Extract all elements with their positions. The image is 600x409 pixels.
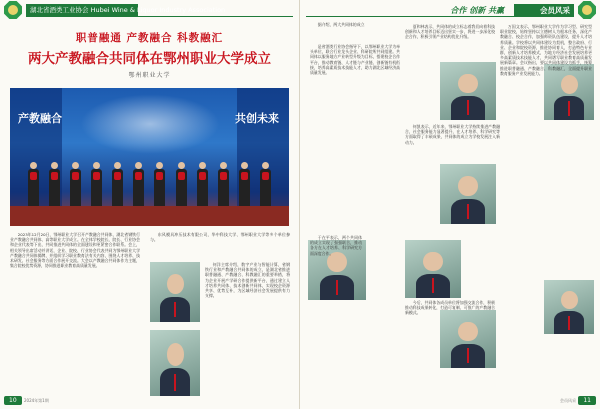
- person: [260, 162, 271, 206]
- article-title: 两大产教融合共同体在鄂州职业大学成立: [28, 51, 271, 67]
- speaker-photo-7: [405, 240, 461, 298]
- right-page-number: 11: [578, 396, 596, 405]
- article-column-2: 东风模具冲压技术有限公司，华中科技大学、鄂州职业大学等多个单位参与。: [150, 232, 290, 243]
- association-badge-icon: [578, 1, 596, 19]
- people-row: [28, 158, 271, 206]
- section-slogan: 合作 创新 共赢: [450, 6, 504, 15]
- association-badge-icon: [4, 1, 22, 19]
- right-page: [300, 0, 600, 409]
- stage: [10, 206, 289, 226]
- person: [49, 162, 60, 206]
- person: [176, 162, 187, 206]
- person: [218, 162, 229, 206]
- person: [197, 162, 208, 206]
- left-page-header: [0, 0, 299, 22]
- person: [112, 162, 123, 206]
- section-stamp: 会员风采: [560, 398, 576, 403]
- header-rule: [306, 16, 574, 17]
- article-column-4: 何凯表示，近年来，鄂州职业大学持续推进产教融合，社会服务能力显著提升，在人才培养、科学研究等方面取得了丰硕成果，共同体的成立为学校发展注入新动力。: [405, 124, 500, 145]
- speaker-photo-2: [150, 330, 200, 396]
- stage-light: [80, 94, 220, 154]
- right-page-header: [300, 0, 600, 22]
- article-kicker: 职普融通 产教融合 科教融汇: [75, 32, 224, 44]
- section-title: 会员风采: [540, 6, 570, 15]
- person: [133, 162, 144, 206]
- article-column-3: 何洋主席介绍，数字产业与智能计算，省钢铁行业和产教融合共同体的成立，是湖北省推进职普融通、产教融合、科教融汇的重要举措，将为企业开展产学研合作提供新平台，通过建立人才培养共同体、技术创新共同体，实现校企资源共享、优势互补，为区域经济社会发展提供有力支撑。: [205, 262, 290, 299]
- left-page-number: 10: [4, 396, 22, 405]
- speaker-photo-9: [544, 280, 594, 334]
- stage-banner-right: 共创未来: [235, 112, 279, 125]
- article-column-7: 今后，共同体各成员单位将加强交流合作，积极推动科技成果转化，打造可复制、可推广的产教融合新模式。: [405, 300, 495, 316]
- article-column-3: 夏和林表示，共同体的成立标志着我们向着科技创新和人才培养目标迈出坚实一步，将进一步深化校企合作，积极引领产业结构优化升级。: [405, 24, 495, 40]
- article-column-2: 是省酒类行业协会指导下，以鄂州职业大学为牵头单位，联合行业龙头企业、科研院所共同组建。共同体以服务地方产业转型升级为目标，搭建校企合作平台，推动教育链、人才链与产业链、创新链有机衔接，培养高素质技术技能人才，助力湖北区域经济高质量发展。: [310, 44, 400, 76]
- header-rule: [26, 16, 293, 17]
- article-column-5: 万国文表示，鄂州职业大学作为学习型、研究型职业院校，始终坚持以立德树人为根本任务，深化产教融合、校企合作，加强师资队伍建设，提升人才培养质量。学校将以共同体建设为契机，整合政府、行业、企业和院校资源，推进协同育人，打造特色专业群，创新人才培养模式，为地方经济社会发展培养更多高素质技术技能人才，共同谱写职业教育高质量发展新篇章。会议指出，要以共同体建设为抓手，统筹推进职普融通、产教融合、科教融汇，全面提升职业教育服务产业发展能力。: [500, 24, 592, 76]
- speaker-photo-1: [150, 262, 200, 322]
- person: [28, 162, 39, 206]
- ceremony-photo: [10, 88, 289, 226]
- person: [91, 162, 102, 206]
- person: [239, 162, 250, 206]
- stage-banner-left: 产教融合: [18, 112, 62, 125]
- article-source: 鄂州职业大学: [128, 72, 171, 79]
- article-column-6: 于在平表示，两个共同体的成立实现了强强联合，推动各方在人才培养、科学研究方面深度合作。: [310, 235, 362, 256]
- left-header-title: 湖北省酒类工业协会 Hubei Wine & Liquor Industry Association: [30, 6, 226, 14]
- person: [70, 162, 81, 206]
- issue-stamp: 2024年第1期: [24, 398, 49, 403]
- article-column-1: 2023年12月20日，鄂州职业大学召开产教融合共同体，湖北省钢铁行业产教融合共同体、高等职业大学成立。在全体学校院长、院长、行业协会和企业代表等下出，共同推进共同体的全面建设和更紧密合作联系。会上，相关领导出席活动并讲话，企业、院校、行业协会代表共同为鄂州职业大学产教融合共同体揭牌，并组织学习职业教育法有关内容，围绕人才培养、技术研发、社会服务等方面合作展开交流。大会以产教融合共同体作为主题，集合院校优势资源，协同推进职业教育高质量发展。: [10, 232, 140, 269]
- article-headline: [0, 30, 299, 79]
- article-column-1: 据介绍，两大共同体的成立: [317, 22, 365, 27]
- person: [154, 162, 165, 206]
